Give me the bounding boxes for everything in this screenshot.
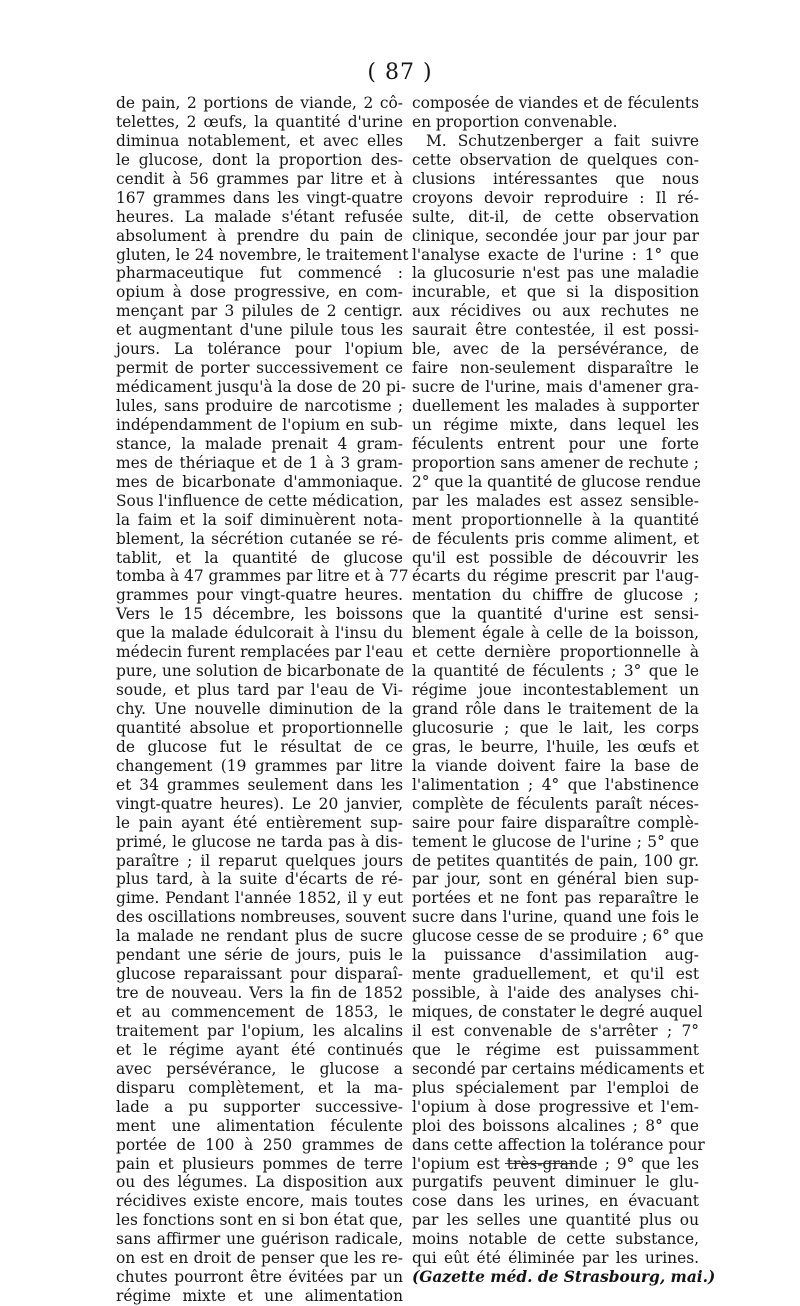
text-line: croyons devoir reproduire : Il ré- bbox=[412, 188, 699, 207]
text-line: et cette dernière proportionnelle à bbox=[412, 643, 699, 662]
text-line: opium à dose progressive, en com- bbox=[116, 283, 403, 302]
text-line: pendant une série de jours, puis le bbox=[116, 946, 403, 965]
text-line: gras, le beurre, l'huile, les œufs et bbox=[412, 737, 699, 756]
text-line: cose dans les urines, en évacuant bbox=[412, 1192, 699, 1211]
text-line: miques, de constater le degré auquel bbox=[412, 1003, 703, 1021]
text-line: plus spécialement par l'emploi de bbox=[412, 1078, 699, 1097]
right-column bbox=[412, 94, 716, 1287]
text-line: et 34 grammes seulement dans les bbox=[116, 775, 403, 794]
text-line: qui eût été éliminée par les urines. bbox=[412, 1249, 699, 1268]
text-line: Vers le 15 décembre, les boissons bbox=[116, 605, 403, 624]
text-line: la malade ne rendant plus de sucre bbox=[116, 927, 403, 946]
source-citation: (Gazette méd. de Strasbourg, mai.) bbox=[412, 1268, 716, 1287]
text-line: et le régime ayant été continués bbox=[116, 1040, 403, 1059]
text-line: pure, une solution de bicarbonate de bbox=[116, 662, 405, 681]
text-line: paraître ; il reparut quelques jours bbox=[116, 851, 403, 870]
text-line: qu'il est possible de découvrir les bbox=[412, 548, 699, 567]
text-line: saire pour faire disparaître complè- bbox=[412, 813, 699, 832]
text-line: changement (19 grammes par litre bbox=[116, 756, 403, 775]
text-line: 2° que la quantité de glucose rendue bbox=[412, 472, 701, 491]
text-line: la quantité de féculents ; 3° que le bbox=[412, 662, 699, 681]
text-line: le pain ayant été entièrement sup- bbox=[116, 813, 403, 832]
left-column bbox=[116, 94, 409, 1306]
text-line: plus tard, à la suite d'écarts de ré- bbox=[116, 870, 403, 889]
text-line: telettes, 2 œufs, la quantité d'urine bbox=[116, 112, 403, 131]
text-line: le glucose, dont la proportion des- bbox=[116, 150, 403, 169]
text-line: 167 grammes dans les vingt-quatre bbox=[116, 188, 403, 207]
text-line: que la quantité d'urine est sensi- bbox=[412, 605, 699, 624]
text-line: écarts du régime prescrit par l'aug- bbox=[412, 567, 699, 586]
text-line: grammes pour vingt-quatre heures. bbox=[116, 586, 403, 605]
text-line: mente graduellement, et qu'il est bbox=[412, 965, 699, 984]
text-line: diminua notablement, et avec elles bbox=[116, 131, 403, 150]
text-line: proportion sans amener de rechute ; bbox=[412, 453, 699, 472]
text-line: l'analyse exacte de l'urine : 1° que bbox=[412, 245, 699, 264]
text-line: par les selles une quantité plus ou bbox=[412, 1211, 699, 1230]
text-line: ment proportionnelle à la quantité bbox=[412, 510, 699, 529]
text-line: chy. Une nouvelle diminution de la bbox=[116, 700, 403, 718]
text-line: tre de nouveau. Vers la fin de 1852 bbox=[116, 984, 403, 1003]
text-line: les fonctions sont en si bon état que, bbox=[116, 1211, 403, 1230]
text-line: ble, avec de la persévérance, de bbox=[412, 340, 699, 359]
text-line: tement le glucose de l'urine ; 5° que bbox=[412, 832, 699, 851]
text-line: ou des légumes. La disposition aux bbox=[116, 1173, 403, 1192]
text-line: des oscillations nombreuses, souvent bbox=[116, 908, 407, 927]
text-line: lade a pu supporter successive- bbox=[116, 1097, 403, 1116]
text-line: stance, la malade prenait 4 gram- bbox=[116, 434, 403, 453]
text-line: quantité absolue et proportionnelle bbox=[116, 718, 403, 737]
text-line: et augmentant d'une pilule tous les bbox=[116, 321, 403, 340]
text-line: mes de bicarbonate d'ammoniaque. bbox=[116, 472, 403, 491]
text-line: cendit à 56 grammes par litre et à bbox=[116, 169, 403, 188]
text-line: pain et plusieurs pommes de terre bbox=[116, 1154, 403, 1173]
text-line: chutes pourront être évitées par un bbox=[116, 1268, 403, 1287]
text-line: mentation du chiffre de glucose ; bbox=[412, 586, 699, 605]
text-line: ment une alimentation féculente bbox=[116, 1116, 403, 1135]
text-line: secondé par certains médicaments et bbox=[412, 1059, 705, 1078]
text-line: la puissance d'assimilation aug- bbox=[412, 946, 699, 965]
text-line: composée de viandes et de féculents bbox=[412, 94, 699, 112]
text-line: clinique, secondée jour par jour par bbox=[412, 226, 699, 245]
page-number: ( 87 ) bbox=[367, 60, 433, 85]
text-line: clusions intéressantes que nous bbox=[412, 169, 699, 188]
text-line: heures. La malade s'étant refusée bbox=[116, 207, 403, 226]
text-line: permit de porter successivement ce bbox=[116, 359, 403, 378]
text-line: absolument à prendre du pain de bbox=[116, 226, 403, 245]
text-line: saurait être contestée, il est possi- bbox=[412, 321, 699, 340]
text-line: blement égale à celle de la boisson, bbox=[412, 624, 699, 643]
text-line: en proportion convenable. bbox=[412, 112, 618, 131]
text-line: traitement par l'opium, les alcalins bbox=[116, 1021, 403, 1040]
text-line: de féculents pris comme aliment, et bbox=[412, 529, 699, 548]
text-line: complète de féculents paraît néces- bbox=[412, 794, 699, 813]
text-line: blement, la sécrétion cutanée se ré- bbox=[116, 529, 403, 548]
text-line: sucre de l'urine, mais d'amener gra- bbox=[412, 378, 699, 397]
text-line: vingt-quatre heures). Le 20 janvier, bbox=[116, 794, 403, 813]
text-line: que la malade édulcorait à l'insu du bbox=[116, 624, 403, 643]
text-line: aux récidives ou aux rechutes ne bbox=[412, 302, 699, 321]
text-line: on est en droit de penser que les re- bbox=[116, 1249, 403, 1268]
text-line: l'opium à dose progressive et l'em- bbox=[412, 1097, 699, 1116]
text-line: portées et ne font pas reparaître le bbox=[412, 889, 699, 908]
text-line: avec persévérance, le glucose a bbox=[116, 1059, 403, 1078]
text-line: et au commencement de 1853, le bbox=[116, 1003, 403, 1021]
text-line: sucre dans l'urine, quand une fois le bbox=[412, 908, 699, 927]
text-line: de petites quantités de pain, 100 gr. bbox=[412, 851, 699, 870]
text-line: soude, et plus tard par l'eau de Vi- bbox=[116, 681, 403, 700]
text-line: pharmaceutique fut commencé : bbox=[116, 264, 403, 283]
text-line: glucose cesse de se produire ; 6° que bbox=[412, 927, 704, 946]
text-line: par jour, sont en général bien sup- bbox=[412, 870, 699, 889]
text-line: jours. La tolérance pour l'opium bbox=[116, 340, 403, 359]
text-line: indépendamment de l'opium en sub- bbox=[116, 415, 403, 434]
text-line: que le régime est puissamment bbox=[412, 1040, 699, 1059]
text-line: gluten, le 24 novembre, le traitement bbox=[116, 245, 409, 264]
text-line: purgatifs peuvent diminuer le glu- bbox=[412, 1173, 699, 1192]
text-line: il est convenable de s'arrêter ; 7° bbox=[412, 1021, 699, 1040]
text-line: moins notable de cette substance, bbox=[412, 1230, 699, 1249]
text-line: la faim et la soif diminuèrent nota- bbox=[116, 510, 403, 529]
text-line: sans affirmer une guérison radicale, bbox=[116, 1230, 403, 1249]
text-line: régime joue incontestablement un bbox=[412, 681, 699, 700]
text-line: mençant par 3 pilules de 2 centigr. bbox=[116, 302, 403, 321]
text-line: duellement les malades à supporter bbox=[412, 397, 699, 415]
text-line: Sous l'influence de cette médication, bbox=[116, 491, 404, 510]
text-line: régime mixte et une alimentation bbox=[116, 1287, 403, 1306]
text-line: ploi des boissons alcalines ; 8° que bbox=[412, 1116, 699, 1135]
text-line: glucose reparaissant pour disparaî- bbox=[116, 965, 403, 984]
text-line: féculents entrent pour une forte bbox=[412, 434, 699, 453]
text-line: médicament jusqu'à la dose de 20 pi- bbox=[116, 378, 406, 397]
text-line: récidives existe encore, mais toutes bbox=[116, 1192, 403, 1211]
text-line: la glucosurie n'est pas une maladie bbox=[412, 264, 699, 283]
text-line: de pain, 2 portions de viande, 2 cô- bbox=[116, 94, 403, 112]
text-line: l'alimentation ; 4° que l'abstinence bbox=[412, 775, 699, 794]
text-line: glucosurie ; que le lait, les corps bbox=[412, 718, 699, 737]
text-line: dans cette affection la tolérance pour bbox=[412, 1135, 705, 1154]
closing-rule bbox=[505, 1163, 575, 1164]
text-line: de glucose fut le résultat de ce bbox=[116, 737, 403, 756]
text-line: un régime mixte, dans lequel les bbox=[412, 415, 699, 434]
text-line: cette observation de quelques con- bbox=[412, 150, 699, 169]
text-line: gime. Pendant l'année 1852, il y eut bbox=[116, 889, 403, 908]
text-line: disparu complètement, et la ma- bbox=[116, 1078, 403, 1097]
text-line: tablit, et la quantité de glucose bbox=[116, 548, 403, 567]
text-line: sulte, dit-il, de cette observation bbox=[412, 207, 699, 226]
text-line: portée de 100 à 250 grammes de bbox=[116, 1135, 403, 1154]
text-line: M. Schutzenberger a fait suivre bbox=[426, 131, 699, 150]
text-line: tomba à 47 grammes par litre et à 77 bbox=[116, 567, 409, 586]
text-line: primé, le glucose ne tarda pas à dis- bbox=[116, 832, 403, 851]
text-line: lules, sans produire de narcotisme ; bbox=[116, 397, 403, 415]
text-line: faire non-seulement disparaître le bbox=[412, 359, 699, 378]
text-line: par les malades est assez sensible- bbox=[412, 491, 699, 510]
text-line: mes de thériaque et de 1 à 3 gram- bbox=[116, 453, 403, 472]
text-line: la viande doivent faire la base de bbox=[412, 756, 699, 775]
text-line: l'opium est très-grande ; 9° que les bbox=[412, 1154, 699, 1173]
text-line: grand rôle dans le traitement de la bbox=[412, 700, 699, 718]
text-line: médecin furent remplacées par l'eau bbox=[116, 643, 404, 662]
text-line: incurable, et que si la disposition bbox=[412, 283, 699, 302]
text-line: possible, à l'aide des analyses chi- bbox=[412, 984, 699, 1003]
